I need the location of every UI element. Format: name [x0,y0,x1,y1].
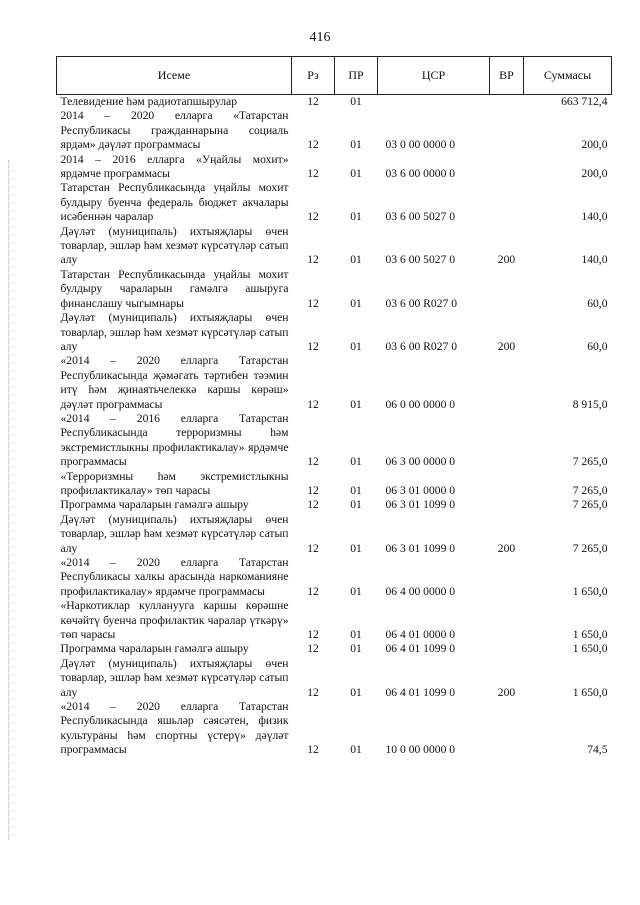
cell-pr: 01 [350,584,362,598]
cell-vr [490,153,524,182]
cell-name: Дәүләт (муниципаль) ихтыяҗлары өчен товарлар, эшләр һәм хезмәт күрсәтүләр сатып алу [60,224,289,267]
table-row [57,642,612,656]
cell-vr [490,700,524,758]
cell-name: «2014 – 2016 елларга Татарстан Республикасында терроризмны һәм экстремистлыкны профилактикалау» ярдәмче программасы [60,411,289,469]
cell-csr: 06 4 01 1099 0 [385,642,456,656]
cell-pr: 01 [350,642,362,656]
cell-vr [490,109,524,152]
cell-sum: 74,5 [587,743,608,757]
cell-pr: 01 [350,253,362,267]
cell-rz: 12 [307,498,319,512]
cell-csr: 06 4 00 0000 0 [385,584,456,598]
cell-vr [490,599,524,642]
header-csr: ЦСР [378,57,490,95]
cell-vr [490,412,524,470]
table-row [57,498,612,512]
cell-csr: 03 6 00 R027 0 [385,296,457,310]
cell-vr [490,354,524,412]
cell-csr [378,95,490,110]
table-body [57,95,612,758]
cell-sum: 8 915,0 [572,397,608,411]
cell-name: «Наркотиклар кулланууга каршы көрәшне көчәйтү буенча профилактик чаралар үткәрү» төп чарасы [60,599,289,642]
cell-sum: 1 650,0 [572,584,608,598]
cell-pr: 01 [350,95,362,108]
cell-name: Татарстан Республикасында уңайлы мохит булдыру буенча федераль бюджет акчалары исәбеннән чаралар [60,181,289,224]
header-rz: Рз [292,57,335,95]
cell-pr: 01 [350,210,362,224]
cell-rz: 12 [307,339,319,353]
cell-name: Телевидение һәм радиотапшырулар [60,95,238,108]
cell-name: 2014 – 2016 елларга «Уңайлы мохит» ярдәмче программасы [60,152,289,181]
cell-csr: 06 4 01 1099 0 [385,685,456,699]
cell-csr: 10 0 00 0000 0 [385,743,456,757]
cell-sum: 60,0 [587,296,608,310]
cell-rz: 12 [307,685,319,699]
cell-vr: 200 [497,253,516,267]
cell-rz: 12 [307,743,319,757]
scan-margin-marks [8,160,11,840]
cell-pr: 01 [350,296,362,310]
cell-name: Дәүләт (муниципаль) ихтыяҗлары өчен товарлар, эшләр һәм хезмәт күрсәтүләр сатып алу [60,512,289,555]
cell-pr: 01 [350,628,362,642]
table-row [57,153,612,182]
header-sum: Суммасы [524,57,612,95]
cell-rz: 12 [307,541,319,555]
header-name: Исеме [57,57,292,95]
cell-rz: 12 [307,296,319,310]
table-row [57,599,612,642]
cell-pr: 01 [350,455,362,469]
cell-pr: 01 [350,685,362,699]
table-header-row [57,57,612,95]
cell-name: Программа чараларын гамәлгә ашыру [60,642,249,656]
cell-csr: 03 6 00 0000 0 [385,167,456,181]
cell-csr: 03 6 00 5027 0 [385,253,456,267]
table-row [57,268,612,311]
cell-rz: 12 [307,138,319,152]
cell-name: Дәүләт (муниципаль) ихтыяҗлары өчен товарлар, эшләр һәм хезмәт күрсәтүләр сатып алу [60,656,289,699]
table-row [57,95,612,110]
cell-rz: 12 [307,210,319,224]
table-row [57,556,612,599]
table-row [57,225,612,268]
cell-name: «2014 – 2020 елларга Татарстан Республикасында җәмәгать тәртибен тәэмин итү һәм җинаятьчелеккә каршы көрәш» дәүләт программасы [60,354,289,411]
cell-sum: 200,0 [581,167,608,181]
cell-rz: 12 [307,167,319,181]
cell-csr: 03 0 00 0000 0 [385,138,456,152]
cell-pr: 01 [350,743,362,757]
cell-sum: 200,0 [581,138,608,152]
page-number: 416 [309,30,331,45]
table-row [57,700,612,758]
cell-name: Дәүләт (муниципаль) ихтыяҗлары өчен товарлар, эшләр һәм хезмәт күрсәтүләр сатып алу [60,311,289,353]
cell-sum: 140,0 [581,253,608,267]
cell-sum: 1 650,0 [572,628,608,642]
cell-vr [490,642,524,656]
cell-rz: 12 [307,642,319,656]
cell-csr: 03 6 00 5027 0 [385,210,456,224]
cell-vr [490,556,524,599]
cell-vr: 200 [497,685,516,699]
cell-pr: 01 [350,483,362,497]
cell-vr [490,470,524,499]
cell-vr [490,268,524,311]
cell-rz: 12 [307,95,319,108]
cell-rz: 12 [307,483,319,497]
cell-csr: 06 3 01 1099 0 [385,541,456,555]
cell-csr: 06 3 00 0000 0 [385,455,456,469]
table-row [57,311,612,354]
cell-sum: 60,0 [587,339,608,353]
cell-rz: 12 [307,628,319,642]
cell-rz: 12 [307,584,319,598]
cell-name: 2014 – 2020 елларга «Татарстан Республикасы гражданнарына социаль ярдәм» дәүләт программасы [60,109,289,152]
header-vr: ВР [490,57,524,95]
cell-vr: 200 [497,541,516,555]
table-row [57,657,612,700]
cell-sum: 1 650,0 [572,642,608,656]
cell-pr: 01 [350,339,362,353]
cell-sum: 140,0 [581,210,608,224]
cell-pr: 01 [350,541,362,555]
cell-name: «2014 – 2020 елларга Татарстан Республикасында яшьләр сәясәтен, физик культураны һәм спортны үстерү» дәүләт программасы [60,700,289,757]
cell-sum: 663 712,4 [561,95,608,108]
cell-vr: 200 [497,339,516,353]
cell-rz: 12 [307,455,319,469]
cell-csr: 03 6 00 R027 0 [385,339,457,353]
cell-name: Татарстан Республикасында уңайлы мохит булдыру чараларын гамәлгә ашыруга финанслашу чыгымнары [60,267,289,310]
cell-csr: 06 4 01 0000 0 [385,628,456,642]
cell-csr: 06 3 01 1099 0 [385,498,456,512]
cell-vr [490,95,524,110]
cell-csr: 06 0 00 0000 0 [385,397,456,411]
cell-pr: 01 [350,138,362,152]
cell-pr: 01 [350,397,362,411]
table-row [57,109,612,152]
cell-sum: 7 265,0 [572,483,608,497]
cell-name: «Терроризмны һәм экстремистлыкны профилактикалау» төп чарасы [60,469,289,497]
cell-sum: 7 265,0 [572,455,608,469]
cell-pr: 01 [350,167,362,181]
cell-name: «2014 – 2020 елларга Татарстан Республикасы халкы арасында наркоманияне профилактикалау» ярдәмче программасы [60,556,289,598]
table-row [57,412,612,470]
cell-vr [490,498,524,512]
budget-table [56,56,612,758]
cell-sum: 1 650,0 [572,685,608,699]
table-row [57,354,612,412]
cell-csr: 06 3 01 0000 0 [385,483,456,497]
table-row [57,181,612,224]
cell-pr: 01 [350,498,362,512]
table-row [57,470,612,499]
cell-vr [490,181,524,224]
cell-sum: 7 265,0 [572,498,608,512]
header-pr: ПР [335,57,378,95]
cell-rz: 12 [307,397,319,411]
cell-sum: 7 265,0 [572,541,608,555]
cell-rz: 12 [307,253,319,267]
cell-name: Программа чараларын гамәлгә ашыру [60,498,249,512]
table-row [57,513,612,556]
